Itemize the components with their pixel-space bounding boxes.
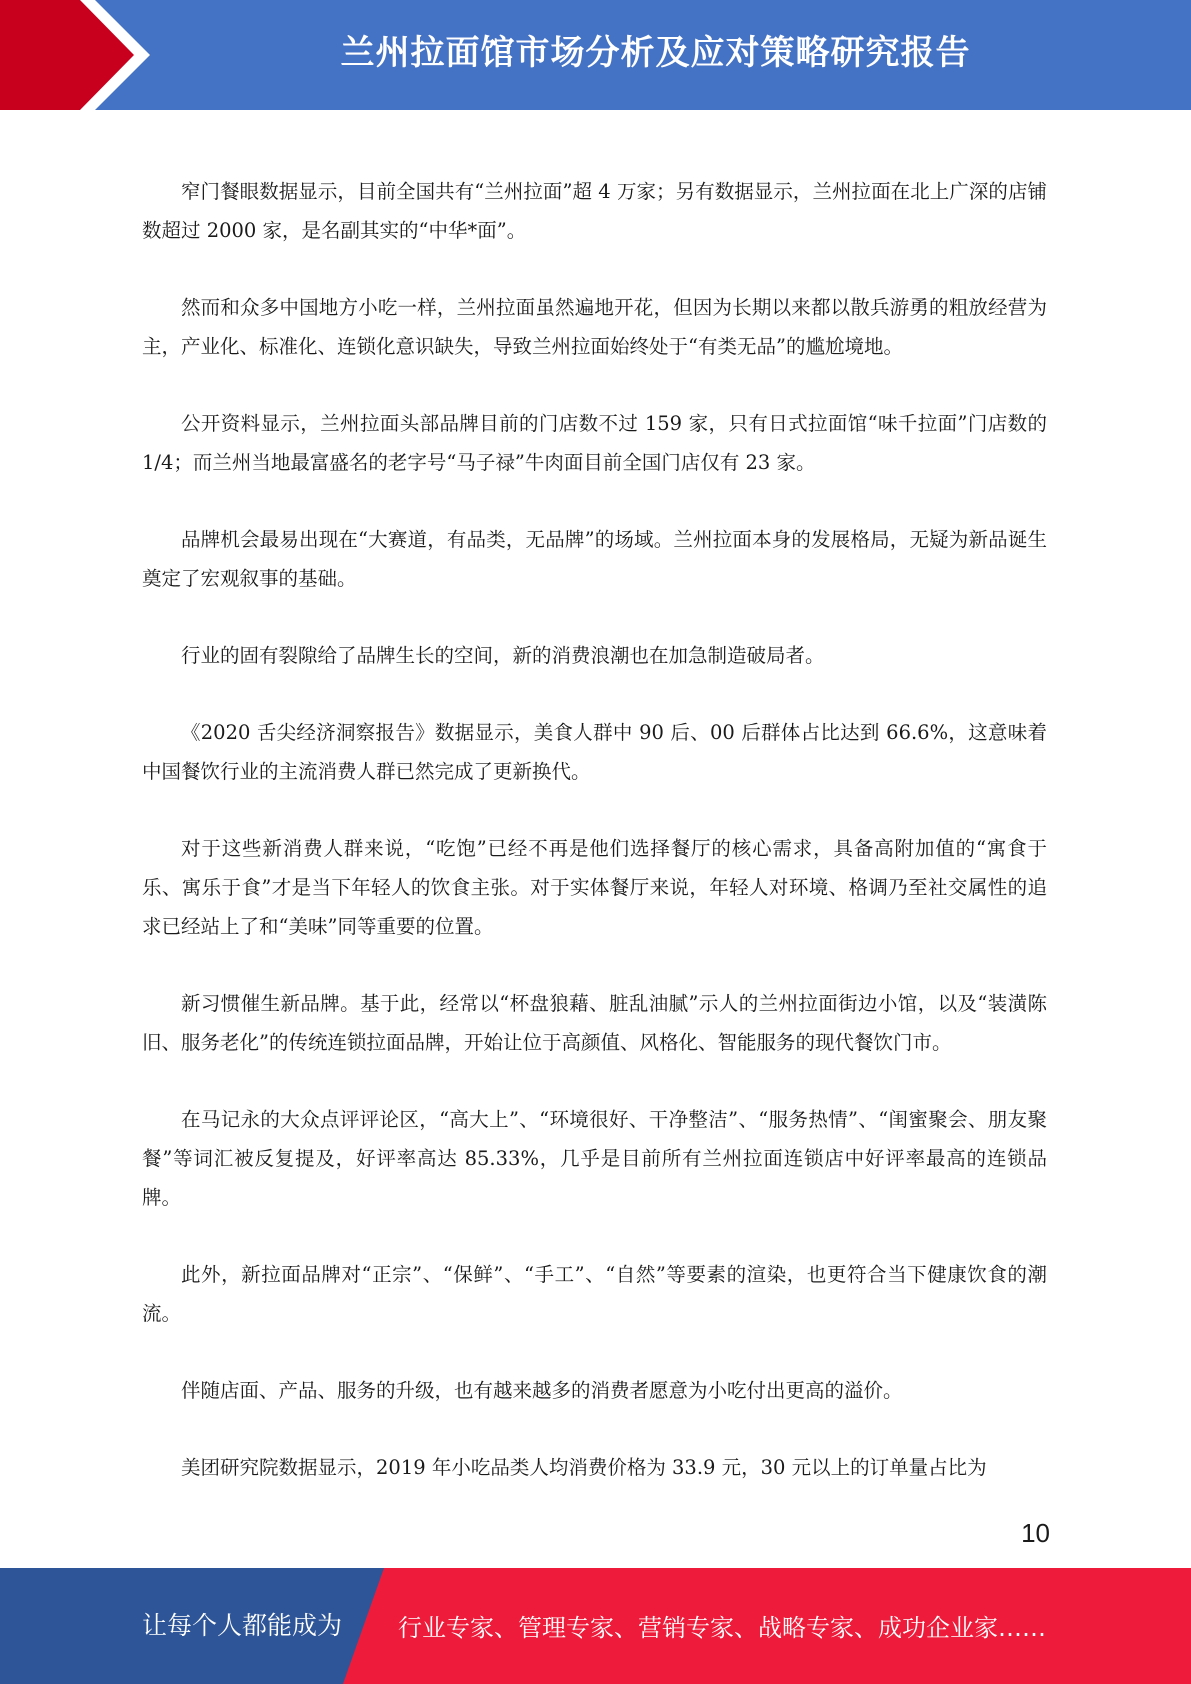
paragraph: 美团研究院数据显示，2019 年小吃品类人均消费价格为 33.9 元，30 元以上的订单量占比为 (181, 1456, 987, 1479)
paragraph: 公开资料显示，兰州拉面头部品牌目前的门店数不过 159 家，只有日式拉面馆“味千拉面”门店数的 1/4；而兰州当地最富盛名的老字号“马子禄”牛肉面目前全国门店仅有 23 家。 (142, 412, 1047, 474)
paragraph: 窄门餐眼数据显示，目前全国共有“兰州拉面”超 4 万家；另有数据显示，兰州拉面在北上广深的店铺数超过 2000 家，是名副其实的“中华*面”。 (142, 180, 1047, 242)
paragraph: 《2020 舌尖经济洞察报告》数据显示，美食人群中 90 后、00 后群体占比达到 66.6%，这意味着中国餐饮行业的主流消费人群已然完成了更新换代。 (142, 721, 1047, 783)
paragraph: 在马记永的大众点评评论区，“高大上”、“环境很好、干净整洁”、“服务热情”、“闺蜜聚会、朋友聚餐”等词汇被反复提及，好评率高达 85.33%，几乎是目前所有兰州拉面连锁店中好评率最高的连锁品牌。 (142, 1108, 1047, 1209)
footer-banner (0, 1568, 1191, 1684)
paragraph: 品牌机会最易出现在“大赛道，有品类，无品牌”的场域。兰州拉面本身的发展格局，无疑为新品诞生奠定了宏观叙事的基础。 (142, 528, 1047, 590)
footer-slogan-left: 让每个人都能成为 (142, 1611, 343, 1640)
paragraph: 伴随店面、产品、服务的升级，也有越来越多的消费者愿意为小吃付出更高的溢价。 (181, 1379, 903, 1402)
paragraph: 此外，新拉面品牌对“正宗”、“保鲜”、“手工”、“自然”等要素的渲染，也更符合当下健康饮食的潮流。 (142, 1263, 1047, 1325)
arrow-chevron-icon (0, 0, 160, 110)
footer-slogan-right: 行业专家、管理专家、营销专家、战略专家、成功企业家…… (398, 1614, 1046, 1642)
paragraph: 新习惯催生新品牌。基于此，经常以“杯盘狼藉、脏乱油腻”示人的兰州拉面街边小馆，以及“装潢陈旧、服务老化”的传统连锁拉面品牌，开始让位于高颜值、风格化、智能服务的现代餐饮门市。 (142, 992, 1047, 1054)
paragraph: 对于这些新消费人群来说，“吃饱”已经不再是他们选择餐厅的核心需求，具备高附加值的“寓食于乐、寓乐于食”才是当下年轻人的饮食主张。对于实体餐厅来说，年轻人对环境、格调乃至社交属性的追求已经站上了和“美味”同等重要的位置。 (142, 837, 1047, 938)
paragraph: 然而和众多中国地方小吃一样，兰州拉面虽然遍地开花，但因为长期以来都以散兵游勇的粗放经营为主，产业化、标准化、连锁化意识缺失，导致兰州拉面始终处于“有类无品”的尴尬境地。 (142, 296, 1047, 358)
page-number: 10 (1021, 1518, 1050, 1548)
report-title: 兰州拉面馆市场分析及应对策略研究报告 (340, 33, 971, 73)
body-text (142, 172, 1047, 1525)
paragraph: 行业的固有裂隙给了品牌生长的空间，新的消费浪潮也在加急制造破局者。 (181, 644, 825, 667)
header-banner (0, 0, 1191, 110)
